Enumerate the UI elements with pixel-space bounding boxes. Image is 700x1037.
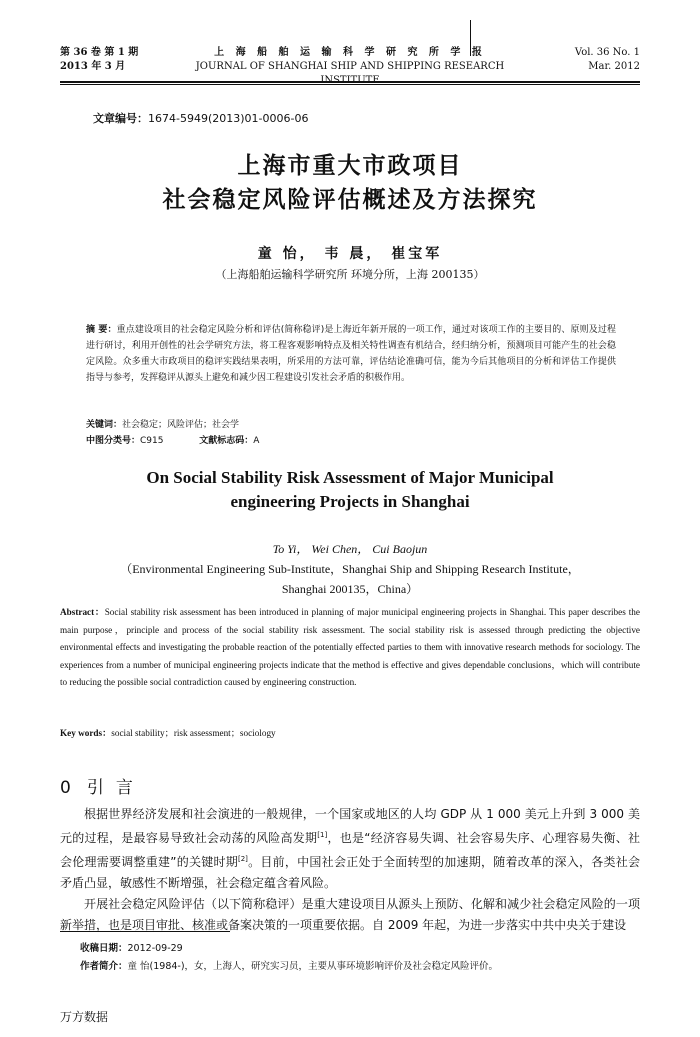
body-p1-part-c: 。目前，中国社会正处于全面转型的加速期，随着改革的深入，各类社会矛盾凸显，敏感性不断增强，社会稳定蕴含着风险。 — [60, 855, 640, 890]
keywords-en-label: Key words： — [60, 728, 112, 738]
doc-code-value: A — [253, 436, 260, 446]
header-volume-info — [60, 46, 138, 74]
journal-name-cn: 上 海 船 舶 运 输 科 学 研 究 所 学 报 — [214, 47, 486, 58]
footnote-rule — [60, 931, 230, 932]
watermark: 万方数据 — [60, 1010, 109, 1024]
keywords-cn-value: 社会稳定；风险评估；社会学 — [122, 420, 240, 430]
title-cn-line2: 社会稳定风险评估概述及方法探究 — [162, 187, 538, 213]
abstract-en — [60, 604, 640, 692]
abstract-cn-text: 重点建设项目的社会稳定风险分析和评估(简称稳评)是上海近年新开展的一项工作，通过对该项工作的主要目的、原则及过程进行研讨，利用开创性的社会学研究方法，将工程客观影响特点及相关特性调查有机结合，经归纳分析，预测项目可能产生的社会稳定风险。众多重大市政项目的稳评实践结果表明，所采用的方法可靠，评估结论准确可信，能为今后其他项目的分析和评估工作提供指导与参考，发挥稳评从源头上避免和减少因工程建设引发社会矛盾的积极作用。 — [86, 325, 617, 383]
journal-name-en: JOURNAL OF SHANGHAI SHIP AND SHIPPING RESEARCH — [195, 61, 505, 72]
keywords-cn-label: 关键词： — [86, 420, 123, 430]
affiliation-en-line1: （Environmental Engineering Sub-Institute，Shanghai Ship and Shipping Research Institute， — [120, 562, 580, 576]
clc-value: C915 — [140, 436, 164, 446]
header-volume-info-en — [575, 46, 640, 74]
section-heading — [60, 773, 145, 798]
doc-code-label: 文献标志码： — [199, 436, 254, 446]
reference-2[interactable]: [2] — [238, 855, 248, 863]
footnote-author — [80, 958, 498, 972]
article-number-label: 文章编号： — [93, 112, 148, 125]
received-value: 2012-09-29 — [127, 943, 183, 954]
clc-label: 中图分类号： — [86, 436, 141, 446]
title-en-line2: engineering Projects in Shanghai — [230, 492, 470, 511]
body-paragraph-1 — [60, 804, 640, 894]
abstract-cn-label: 摘 要： — [86, 325, 117, 335]
header-volume-en: Vol. 36 No. 1 — [574, 47, 640, 58]
author-bio-label: 作者简介： — [80, 961, 128, 972]
classification — [86, 433, 616, 449]
header-date-en: Mar. 2012 — [588, 61, 640, 72]
affiliation-cn: （上海船舶运输科学研究所 环境分所，上海 200135） — [215, 268, 485, 281]
body-p1-part-a: 根据世界经济发展和社会演进的一般规律，一个国家或地区的人均 GDP 从 1 000 美元上升到 3 000 美元的过程，是最容易导致社会动荡的风险高发期 — [60, 807, 640, 845]
article-number — [93, 110, 308, 126]
body-text — [60, 804, 640, 936]
abstract-cn — [86, 322, 616, 386]
keywords-en — [60, 725, 276, 739]
title-en-line1: On Social Stability Risk Assessment of Major Municipal — [146, 468, 554, 487]
body-p1-part-b: ，也是“经济容易失调、社会容易失序、心理容易失衡、社会伦理需要调整重建”的关键时期 — [60, 831, 640, 869]
affiliation-en-line2: Shanghai 200135，China） — [281, 582, 419, 596]
affiliation-en — [80, 559, 620, 599]
header-rule-thin — [60, 84, 640, 85]
header-date: 2013 年 3 月 — [60, 61, 126, 72]
reference-1[interactable]: [1] — [317, 831, 328, 839]
section-title: 引言 — [86, 778, 145, 798]
keywords-cn — [86, 417, 616, 433]
article-number-value: 1674-5949(2013)01-0006-06 — [148, 112, 309, 125]
header-volume: 第 36 卷 第 1 期 — [60, 47, 139, 58]
abstract-en-text: Social stability risk assessment has been introduced in planning of major municipal engineering projects in Shanghai. This paper describes the main purpose，principle and process of the social stability risk assessment. The social stability risk is assessed through predicting the objective environmental effects and investigating the probable reaction of the potentially effected parties to them with innovative research methods for sociology. The experiences from a number of municipal engineering projects indicate that the method is effective and gives dependable conclusions，which will contribute to reducing the possible social contradiction caused by engineering construction. — [60, 607, 640, 687]
header-rule-thick — [60, 81, 640, 83]
body-paragraph-2: 开展社会稳定风险评估（以下简称稳评）是重大建设项目从源头上预防、化解和减少社会稳定风险的一项新举措，也是项目审批、核准或备案决策的一项重要依据。自 2009 年起，为进一步落实中共中央关于建设 — [60, 897, 640, 932]
title-cn-line1: 上海市重大市政项目 — [237, 153, 463, 179]
author-bio-value: 童 怡(1984-)，女，上海人，研究实习员，主要从事环境影响评价及社会稳定风险评价。 — [127, 961, 499, 972]
keywords-en-value: social stability；risk assessment；sociology — [111, 728, 276, 738]
section-number: 0 — [60, 778, 73, 798]
authors-cn: 童 怡， 韦 晨， 崔宝军 — [257, 246, 443, 262]
title-en — [80, 466, 620, 514]
abstract-en-label: Abstract： — [60, 607, 105, 617]
received-label: 收稿日期： — [80, 943, 128, 954]
authors-en: To Yi， Wei Chen， Cui Baojun — [272, 542, 428, 556]
footnote-received — [80, 940, 183, 954]
